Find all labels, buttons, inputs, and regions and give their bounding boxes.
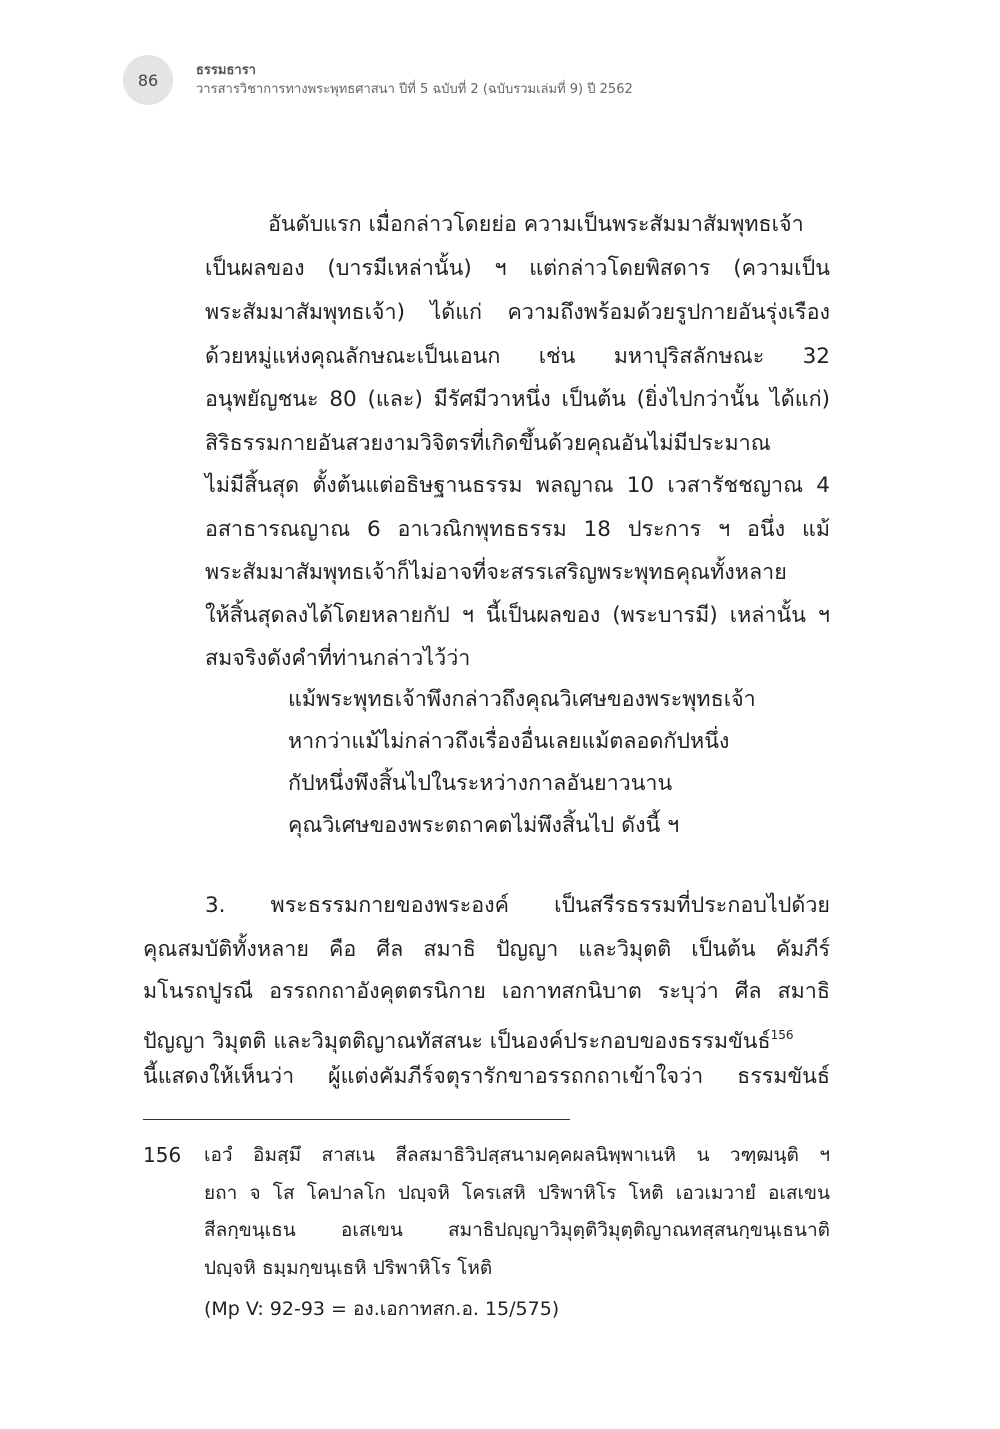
paragraph-line: อสาธารณญาณ 6 อาเวณิกพุทธธรรม 18 ประการ ฯ อนึ่ง แม้ [205,517,830,542]
verse-line: คุณวิเศษของพระตถาคตไม่พึงสิ้นไป ดังนี้ ฯ [288,813,680,838]
running-header [196,63,633,99]
verse-line: แม้พระพุทธเจ้าพึงกล่าวถึงคุณวิเศษของพระพุทธเจ้า [288,687,756,712]
footnote-line: ปญฺจหิ ธมฺมกฺขนฺเธหิ ปริพาหิโร โหติ [204,1257,493,1279]
page-number: 86 [137,70,159,90]
paragraph-line-text: ปัญญา วิมุตติ และวิมุตติญาณทัสสนะ เป็นองค์ประกอบของธรรมขันธ์ [143,1029,771,1054]
footnote-line: เอวํ อิมสฺมึ สาสเน สีลสมาธิวิปสฺสนามคฺคผลนิพฺพาเนหิ น วฑฺฒนฺติ ฯ [204,1144,830,1166]
paragraph-line: ไม่มีสิ้นสุด ตั้งต้นแต่อธิษฐานธรรม พลญาณ 10 เวสารัชชญาณ 4 [205,473,830,498]
paragraph-line: 3. พระธรรมกายของพระองค์ เป็นสรีรธรรมที่ประกอบไปด้วย [205,893,830,918]
footnote-reference[interactable]: 156 [770,1028,794,1042]
journal-title: ธรรมธารา [196,63,256,78]
paragraph-line: มโนรถปูรณี อรรถกถาอังคุตตรนิกาย เอกาทสกนิบาต ระบุว่า ศีล สมาธิ [143,979,830,1004]
paragraph-line: สิริธรรมกายอันสวยงามวิจิตรที่เกิดขึ้นด้วยคุณอันไม่มีประมาณ [205,431,771,456]
page-number-badge [123,55,173,105]
journal-subtitle: วารสารวิชาการทางพระพุทธศาสนา ปีที่ 5 ฉบับที่ 2 (ฉบับรวมเล่มที่ 9) ปี 2562 [196,82,633,97]
footnote-line: ยถา จ โส โคปาลโก ปญฺจหิ โครเสหิ ปริพาหิโร โหติ เอวเมวายํ อเสเขน [204,1182,830,1204]
paragraph-line: พระสัมมาสัมพุทธเจ้าก็ไม่อาจที่จะสรรเสริญพระพุทธคุณทั้งหลาย [205,560,787,585]
paragraph-line: ให้สิ้นสุดลงได้โดยหลายกัป ฯ นี้เป็นผลของ (พระบารมี) เหล่านั้น ฯ [205,603,830,628]
paragraph-line: อันดับแรก เมื่อกล่าวโดยย่อ ความเป็นพระสัมมาสัมพุทธเจ้า [268,212,804,237]
paragraph-line: เป็นผลของ (บารมีเหล่านั้น) ฯ แต่กล่าวโดยพิสดาร (ความเป็น [205,256,830,281]
paragraph-line: อนุพยัญชนะ 80 (และ) มีรัศมีวาหนึ่ง เป็นต้น (ยิ่งไปกว่านั้น ได้แก่) [205,387,830,412]
footnote-citation: (Mp V: 92-93 = อง.เอกาทสก.อ. 15/575) [204,1298,560,1320]
paragraph-line: พระสัมมาสัมพุทธเจ้า) ได้แก่ ความถึงพร้อมด้วยรูปกายอันรุ่งเรือง [205,300,830,325]
verse-line: หากว่าแม้ไม่กล่าวถึงเรื่องอื่นเลยแม้ตลอดกัปหนึ่ง [288,729,730,754]
paragraph-line: นี้แสดงให้เห็นว่า ผู้แต่งคัมภีร์จตุรารักขาอรรถกถาเข้าใจว่า ธรรมขันธ์ [143,1064,830,1089]
verse-line: กัปหนึ่งพึงสิ้นไปในระหว่างกาลอันยาวนาน [288,771,673,796]
paragraph-line: ด้วยหมู่แห่งคุณลักษณะเป็นเอนก เช่น มหาปุริสลักษณะ 32 [205,344,830,369]
footnote-number: 156 [143,1143,182,1167]
footnote-line: สีลกฺขนฺเธน อเสเขน สมาธิปญฺญาวิมุตฺติวิมุตฺติญาณทสฺสนกฺขนฺเธนาติ [204,1219,830,1241]
footnote-divider [143,1119,570,1120]
paragraph-line: คุณสมบัติทั้งหลาย คือ ศีล สมาธิ ปัญญา และวิมุตติ เป็นต้น คัมภีร์ [143,937,830,962]
paragraph-line: สมจริงดังคำที่ท่านกล่าวไว้ว่า [205,646,471,671]
